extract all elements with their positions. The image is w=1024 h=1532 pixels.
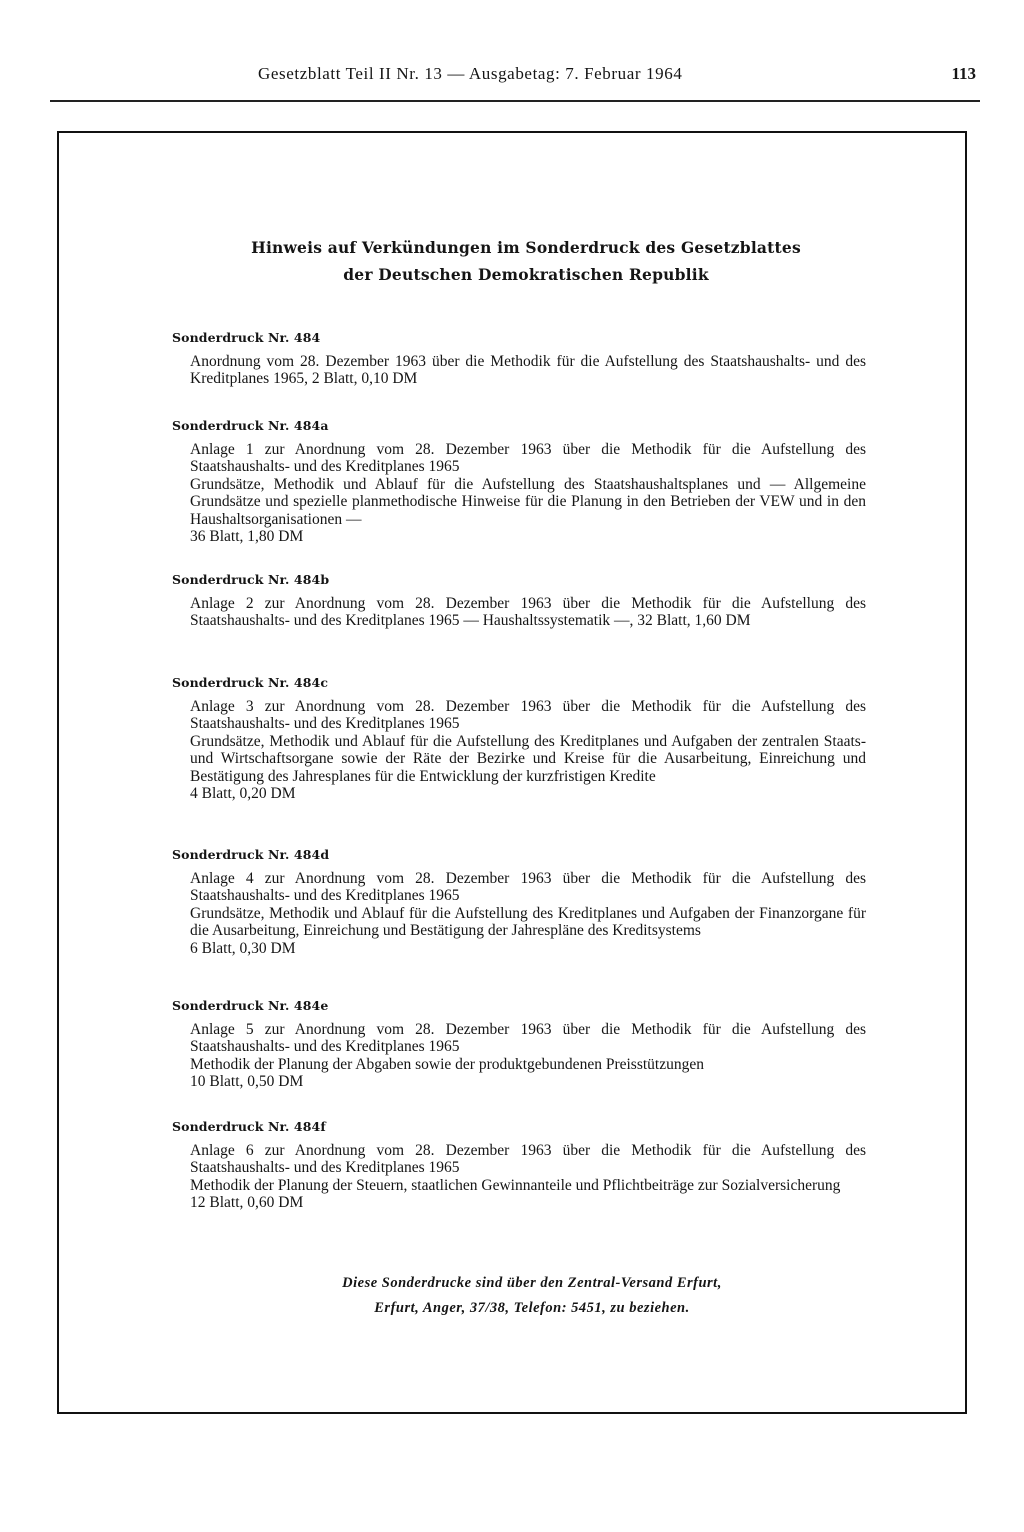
sonderdruck-entry-484d bbox=[172, 846, 866, 957]
header-title: Gesetzblatt Teil II Nr. 13 — Ausgabetag: 7. Februar 1964 bbox=[258, 64, 683, 83]
entry-line: Grundsätze, Methodik und Ablauf für die Aufstellung des Kreditplanes und Aufgaben der zentralen Staats- und Wirtschaftsorgane sowie der Räte der Bezirke und Kreise für die Ausarbeitung, Einreichung und Bestätigung des Jahresplanes für die Entwicklung der kurzfristigen Kredite bbox=[190, 732, 866, 785]
entry-line: 36 Blatt, 1,80 DM bbox=[190, 528, 304, 546]
notice-frame bbox=[57, 131, 967, 1414]
entry-heading: Sonderdruck Nr. 484e bbox=[172, 998, 329, 1013]
sonderdruck-entry-484e bbox=[172, 997, 866, 1091]
entry-line: Methodik der Planung der Abgaben sowie der produktgebundenen Preisstützungen bbox=[190, 1055, 704, 1073]
entry-heading: Sonderdruck Nr. 484d bbox=[172, 847, 330, 862]
entry-heading: Sonderdruck Nr. 484a bbox=[172, 418, 329, 433]
sonderdruck-entry-484 bbox=[172, 329, 866, 388]
page-header bbox=[50, 58, 980, 102]
sonderdruck-entry-484b bbox=[172, 571, 866, 630]
entry-line: 12 Blatt, 0,60 DM bbox=[190, 1194, 304, 1212]
entry-body bbox=[190, 698, 866, 802]
entry-body bbox=[190, 353, 866, 388]
notice-title-line: Hinweis auf Verkündungen im Sonderdruck des Gesetzblattes bbox=[251, 238, 801, 257]
entry-line: Anlage 1 zur Anordnung vom 28. Dezember 1963 über die Methodik für die Aufstellung des Staatshaushalts- und des Kreditplanes 1965 bbox=[190, 441, 866, 476]
entry-line: 10 Blatt, 0,50 DM bbox=[190, 1073, 304, 1091]
ordering-note bbox=[59, 1271, 1005, 1321]
entry-line: Grundsätze, Methodik und Ablauf für die Aufstellung des Staatshaushaltsplanes und — Allgemeine Grundsätze und spezielle planmethodische Hinweise für die Planung in den Betrieben der VEW und in den Haushaltsorganisationen — bbox=[190, 475, 866, 528]
entry-line: Anlage 3 zur Anordnung vom 28. Dezember 1963 über die Methodik für die Aufstellung des Staatshaushalts- und des Kreditplanes 1965 bbox=[190, 698, 866, 733]
notice-title bbox=[59, 234, 993, 288]
entry-body bbox=[190, 595, 866, 630]
entry-line: 6 Blatt, 0,30 DM bbox=[190, 939, 296, 957]
entry-line: Grundsätze, Methodik und Ablauf für die Aufstellung des Kreditplanes und Aufgaben der Finanzorgane für die Ausarbeitung, Einreichung und Bestätigung der Jahrespläne des Kreditsystems bbox=[190, 904, 866, 940]
ordering-note-line: Erfurt, Anger, 37/38, Telefon: 5451, zu beziehen. bbox=[374, 1300, 690, 1316]
sonderdruck-entry-484c bbox=[172, 674, 866, 802]
entry-body bbox=[190, 1021, 866, 1091]
ordering-note-line: Diese Sonderdrucke sind über den Zentral-Versand Erfurt, bbox=[342, 1275, 722, 1291]
entry-body bbox=[190, 1142, 866, 1212]
notice-title-line: der Deutschen Demokratischen Republik bbox=[343, 265, 709, 284]
entry-heading: Sonderdruck Nr. 484f bbox=[172, 1119, 326, 1134]
entry-body bbox=[190, 441, 866, 545]
entry-line: Anordnung vom 28. Dezember 1963 über die Methodik für die Aufstellung des Staatshaushalts- und des Kreditplanes 1965, 2 Blatt, 0,10 DM bbox=[190, 353, 866, 388]
entry-line: Anlage 5 zur Anordnung vom 28. Dezember 1963 über die Methodik für die Aufstellung des Staatshaushalts- und des Kreditplanes 1965 bbox=[190, 1021, 866, 1056]
sonderdruck-entry-484a bbox=[172, 417, 866, 545]
entry-heading: Sonderdruck Nr. 484c bbox=[172, 675, 329, 690]
entry-heading: Sonderdruck Nr. 484b bbox=[172, 572, 330, 587]
entry-line: Anlage 4 zur Anordnung vom 28. Dezember 1963 über die Methodik für die Aufstellung des Staatshaushalts- und des Kreditplanes 1965 bbox=[190, 870, 866, 905]
entry-line: Methodik der Planung der Steuern, staatlichen Gewinnanteile und Pflichtbeiträge zur Sozialversicherung bbox=[190, 1176, 841, 1194]
entry-line: 4 Blatt, 0,20 DM bbox=[190, 785, 296, 803]
entry-line: Anlage 2 zur Anordnung vom 28. Dezember 1963 über die Methodik für die Aufstellung des Staatshaushalts- und des Kreditplanes 1965 — Haushaltssystematik —, 32 Blatt, 1,60 DM bbox=[190, 595, 866, 630]
page-number: 113 bbox=[951, 64, 976, 83]
entry-line: Anlage 6 zur Anordnung vom 28. Dezember 1963 über die Methodik für die Aufstellung des Staatshaushalts- und des Kreditplanes 1965 bbox=[190, 1142, 866, 1177]
entry-body bbox=[190, 870, 866, 957]
entry-heading: Sonderdruck Nr. 484 bbox=[172, 330, 321, 345]
sonderdruck-entry-484f bbox=[172, 1118, 866, 1212]
